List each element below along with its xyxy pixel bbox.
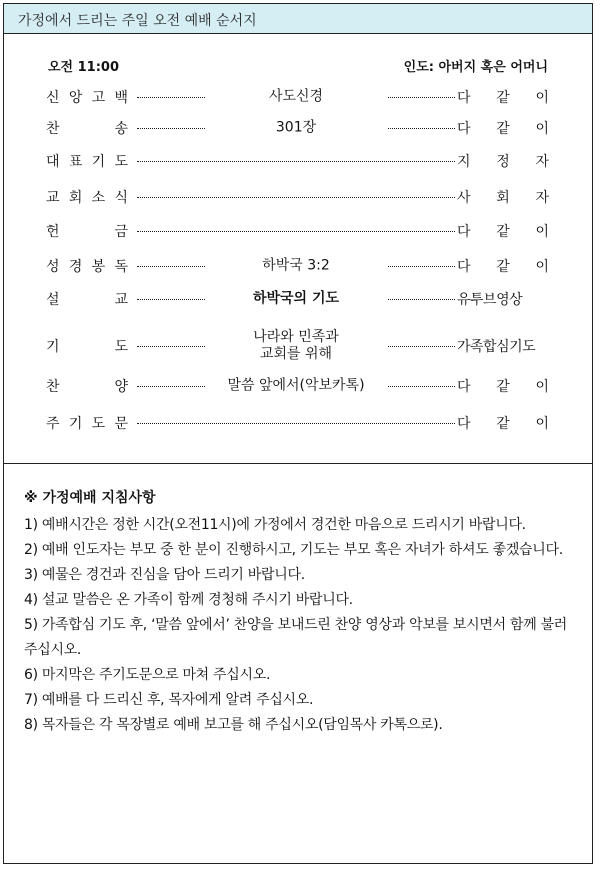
note-item: 2) 예배 인도자는 부모 중 한 분이 진행하시고, 기도는 부모 혹은 자녀가 하셔도 좋겠습니다. (24, 542, 563, 558)
order-item-role: 유투브영상 (457, 292, 523, 308)
dot-leader (137, 423, 455, 424)
note-item: 1) 예배시간은 정한 시간(오전11시)에 가정에서 경건한 마음으로 드리시기 바랍니다. (24, 517, 526, 533)
order-item-name: 주 기 도 문 (46, 416, 128, 432)
order-item-name: 설 교 (46, 292, 128, 308)
service-header (0, 56, 600, 76)
order-row (0, 146, 600, 176)
dot-leader (137, 346, 205, 347)
note-item: 5) 가족합심 기도 후, ‘말씀 앞에서’ 찬양을 보내드린 찬양 영상과 악보를 보시면서 함께 불러 주십시오. (24, 617, 568, 658)
dot-leader (388, 299, 455, 300)
dot-leader (137, 299, 205, 300)
order-item-role: 사 회 자 (457, 190, 549, 206)
service-leader: 인도: 아버지 혹은 어머니 (403, 60, 548, 75)
order-item-content: 하박국 3:2 (262, 257, 330, 274)
order-item-role: 지 정 자 (457, 154, 549, 170)
order-item-content: 301장 (275, 119, 317, 136)
order-item-role: 다 같 이 (457, 379, 549, 395)
order-item-content: 하박국의 기도 (252, 290, 340, 307)
order-item-role: 다 같 이 (457, 90, 549, 106)
title-bar (4, 4, 592, 34)
note-item: 8) 목자들은 각 목장별로 예배 보고를 해 주십시오(담임목사 카톡으로). (24, 717, 443, 733)
dot-leader (137, 97, 205, 98)
order-item-name: 기 도 (46, 339, 128, 355)
notes-list (24, 513, 580, 738)
note-item: 7) 예배를 다 드리신 후, 목자에게 알려 주십시오. (24, 692, 314, 708)
note-item: 4) 설교 말씀은 온 가족이 함께 경청해 주시기 바랍니다. (24, 592, 353, 608)
order-item-content: 말씀 앞에서(악보카톡) (227, 377, 365, 394)
order-item-role: 다 같 이 (457, 224, 549, 240)
order-row (0, 82, 600, 112)
order-row (0, 371, 600, 401)
order-item-name: 대 표 기 도 (46, 154, 128, 170)
order-item-content: 나라와 민족과 교회를 위해 (253, 329, 339, 362)
page-title: 가정에서 드리는 주일 오전 예배 순서지 (18, 13, 257, 29)
dot-leader (137, 266, 205, 267)
order-row (0, 251, 600, 281)
dot-leader (137, 386, 205, 387)
dot-leader (137, 161, 455, 162)
order-row (0, 326, 600, 366)
notes-title: ※ 가정예배 지침사항 (24, 490, 156, 506)
order-row (0, 182, 600, 212)
dot-leader (388, 386, 455, 387)
dot-leader (388, 97, 455, 98)
dot-leader (137, 197, 455, 198)
dot-leader (388, 128, 455, 129)
order-row (0, 284, 600, 314)
order-item-name: 성 경 봉 독 (46, 259, 128, 275)
order-item-name: 찬 송 (46, 121, 128, 137)
dot-leader (137, 231, 455, 232)
order-item-role: 다 같 이 (457, 259, 549, 275)
order-row (0, 113, 600, 143)
note-item: 3) 예물은 경건과 진심을 담아 드리기 바랍니다. (24, 567, 305, 583)
dot-leader (137, 128, 205, 129)
order-item-content: 사도신경 (268, 88, 324, 105)
section-divider (4, 463, 592, 464)
order-item-role: 다 같 이 (457, 121, 549, 137)
dot-leader (388, 346, 455, 347)
order-item-role: 가족합심기도 (457, 339, 536, 355)
order-item-role: 다 같 이 (457, 416, 549, 432)
order-row (0, 216, 600, 246)
order-item-name: 신 앙 고 백 (46, 90, 128, 106)
dot-leader (388, 266, 455, 267)
note-item: 6) 마지막은 주기도문으로 마쳐 주십시오. (24, 667, 271, 683)
order-item-name: 헌 금 (46, 224, 128, 240)
service-time: 오전 11:00 (48, 60, 120, 75)
order-item-name: 찬 양 (46, 379, 128, 395)
order-row (0, 408, 600, 438)
order-item-name: 교 회 소 식 (46, 190, 128, 206)
